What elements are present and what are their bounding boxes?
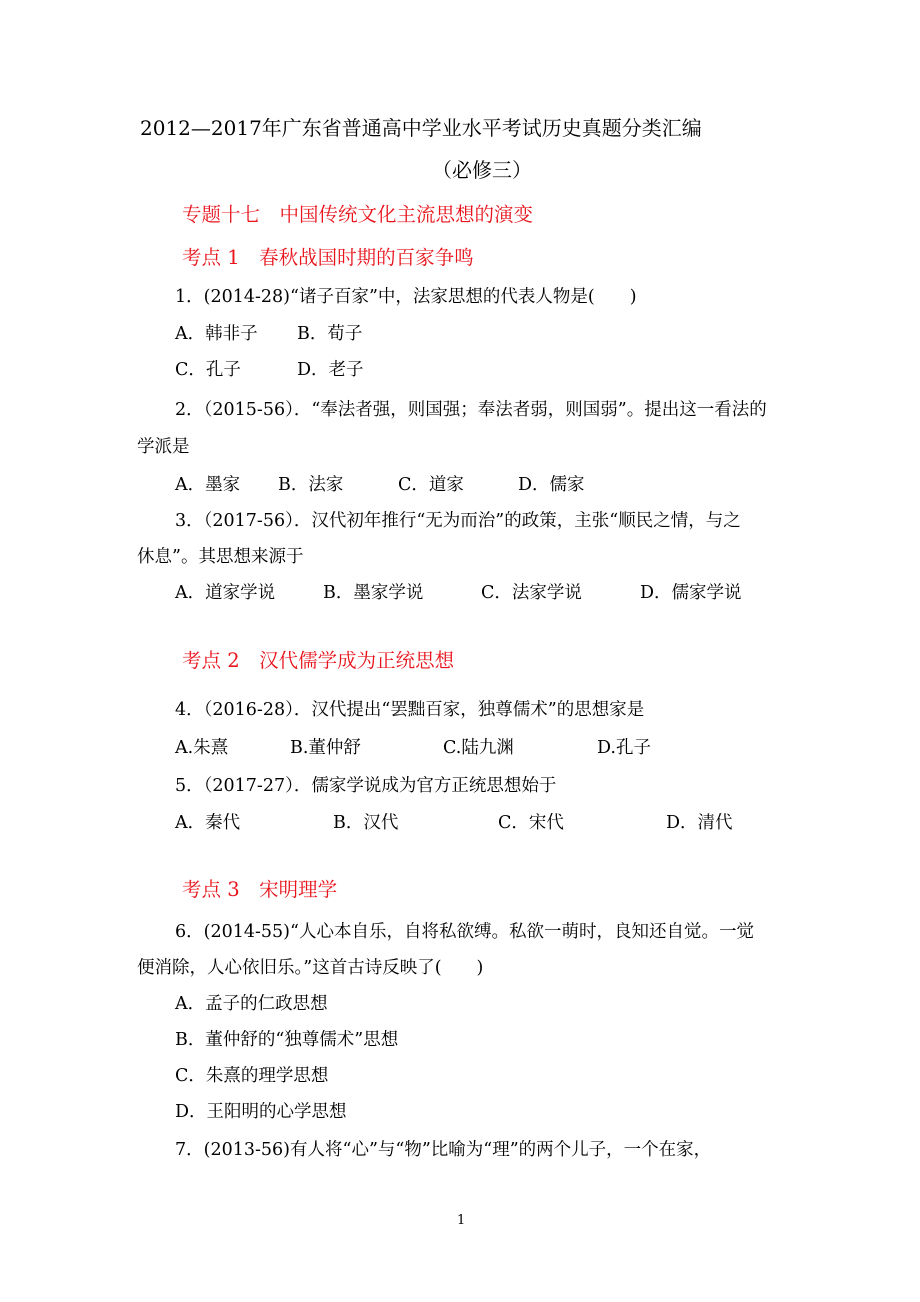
option: D．老子 bbox=[297, 360, 364, 380]
option: B．法家 bbox=[278, 475, 344, 495]
option: A．孟子的仁政思想 bbox=[175, 994, 328, 1014]
option: C．宋代 bbox=[498, 813, 564, 833]
option: C．道家 bbox=[398, 475, 464, 495]
option: C．孔子 bbox=[175, 360, 241, 380]
option: D．王阳明的心学思想 bbox=[175, 1102, 347, 1122]
section-heading: 考点 2 汉代儒学成为正统思想 bbox=[182, 649, 455, 672]
question-text: 4．（2016-28）．汉代提出“罢黜百家，独尊儒术”的思想家是 bbox=[175, 700, 645, 720]
option: A．秦代 bbox=[175, 813, 241, 833]
option: A．韩非子 bbox=[175, 324, 258, 344]
topic-heading: 专题十七 中国传统文化主流思想的演变 bbox=[182, 203, 534, 226]
option: A．道家学说 bbox=[175, 583, 276, 603]
section-heading: 考点 1 春秋战国时期的百家争鸣 bbox=[182, 246, 474, 269]
option: C．朱熹的理学思想 bbox=[175, 1066, 329, 1086]
section-heading: 考点 3 宋明理学 bbox=[182, 878, 338, 901]
document-subtitle: （必修三） bbox=[432, 158, 532, 182]
option: D．清代 bbox=[666, 813, 733, 833]
question-text: 便消除，人心依旧乐。”这首古诗反映了( ) bbox=[137, 958, 484, 978]
option: B．汉代 bbox=[333, 813, 399, 833]
option: D．儒家 bbox=[518, 475, 585, 495]
page-number: 1 bbox=[457, 1213, 466, 1228]
question-text: 1．(2014-28)“诸子百家”中，法家思想的代表人物是( ) bbox=[175, 287, 637, 307]
question-text: 5．（2017-27）．儒家学说成为官方正统思想始于 bbox=[175, 776, 557, 796]
option: B．荀子 bbox=[297, 324, 363, 344]
document-title: 2012—2017年广东省普通高中学业水平考试历史真题分类汇编 bbox=[140, 116, 702, 140]
option: B．墨家学说 bbox=[323, 583, 424, 603]
option: A.朱熹 bbox=[175, 738, 229, 758]
option: B．董仲舒的“独尊儒术”思想 bbox=[175, 1030, 399, 1050]
question-text: 学派是 bbox=[137, 437, 190, 457]
question-text: 3．（2017-56）．汉代初年推行“无为而治”的政策，主张“顺民之情，与之 bbox=[175, 511, 741, 531]
question-text: 休息”。其思想来源于 bbox=[137, 547, 304, 567]
option: D.孔子 bbox=[597, 738, 651, 758]
option: A．墨家 bbox=[175, 475, 241, 495]
option: C.陆九渊 bbox=[443, 738, 514, 758]
question-text: 2．（2015-56）．“奉法者强，则国强；奉法者弱，则国弱”。提出这一看法的 bbox=[175, 400, 767, 420]
question-text: 6．(2014-55)“人心本自乐，自将私欲缚。私欲一萌时，良知还自觉。一觉 bbox=[175, 922, 754, 942]
option: D．儒家学说 bbox=[640, 583, 742, 603]
option: B.董仲舒 bbox=[290, 738, 361, 758]
option: C．法家学说 bbox=[481, 583, 582, 603]
question-text: 7．(2013-56)有人将“心”与“物”比喻为“理”的两个儿子，一个在家， bbox=[175, 1140, 712, 1160]
